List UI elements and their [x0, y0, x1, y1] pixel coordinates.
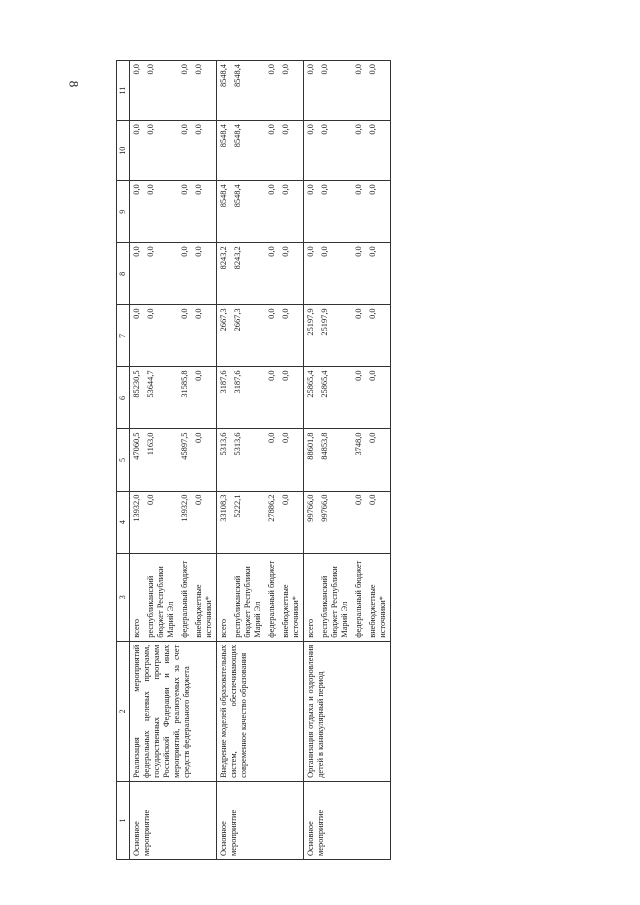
table-row: [304, 61, 319, 860]
value-cell: 99766,0: [318, 491, 352, 553]
value-cell: 0,0: [279, 243, 304, 305]
activity-type: Основное мероприятие: [217, 781, 304, 859]
value-cell: 25865,4: [304, 367, 319, 429]
funding-source: всего: [130, 553, 145, 641]
value-cell: 0,0: [366, 243, 391, 305]
value-cell: 0,0: [279, 181, 304, 243]
value-cell: 5222,1: [231, 491, 265, 553]
value-cell: 0,0: [178, 61, 192, 121]
funding-source: внебюджетные источники*: [279, 553, 304, 641]
funding-source: всего: [217, 553, 232, 641]
value-cell: 0,0: [352, 243, 366, 305]
value-cell: 0,0: [279, 367, 304, 429]
value-cell: 8548,4: [217, 181, 232, 243]
value-cell: 8548,4: [231, 61, 265, 121]
value-cell: 0,0: [265, 181, 279, 243]
value-cell: 33108,3: [217, 491, 232, 553]
value-cell: 0,0: [304, 61, 319, 121]
value-cell: 0,0: [366, 121, 391, 181]
activity-type: Основное мероприятие: [130, 781, 217, 859]
value-cell: 0,0: [178, 243, 192, 305]
value-cell: 2667,3: [231, 305, 265, 367]
funding-source: федеральный бюджет: [352, 553, 366, 641]
value-cell: 0,0: [130, 121, 145, 181]
value-cell: 3187,6: [217, 367, 232, 429]
funding-source: республиканский бюджет Республики Марий Эл: [318, 553, 352, 641]
value-cell: 8548,4: [217, 61, 232, 121]
header-cell-2: 2: [117, 641, 130, 781]
value-cell: 45897,5: [178, 429, 192, 491]
value-cell: 8548,4: [231, 181, 265, 243]
value-cell: 8243,2: [231, 243, 265, 305]
value-cell: 85230,5: [130, 367, 145, 429]
value-cell: 3748,0: [352, 429, 366, 491]
value-cell: 0,0: [130, 243, 145, 305]
value-cell: 0,0: [318, 243, 352, 305]
table-row: [130, 61, 145, 860]
value-cell: 8243,2: [217, 243, 232, 305]
header-cell-11: 11: [117, 61, 130, 121]
value-cell: 84853,8: [318, 429, 352, 491]
value-cell: 0,0: [178, 181, 192, 243]
value-cell: 0,0: [304, 181, 319, 243]
header-row: [117, 61, 130, 860]
funding-source: республиканский бюджет Республики Марий Эл: [231, 553, 265, 641]
value-cell: 0,0: [352, 305, 366, 367]
value-cell: 0,0: [144, 61, 178, 121]
value-cell: 0,0: [192, 181, 217, 243]
value-cell: 0,0: [130, 181, 145, 243]
funding-source: внебюджетные источники*: [192, 553, 217, 641]
activity-name: Внедрение моделей образовательных систем, обеспечивающих современное качество образования: [217, 641, 304, 781]
value-cell: 0,0: [318, 121, 352, 181]
value-cell: 0,0: [279, 491, 304, 553]
activity-name: Организация отдыха и оздоровления детей в каникулярный период: [304, 641, 391, 781]
value-cell: 0,0: [130, 61, 145, 121]
header-cell-1: 1: [117, 781, 130, 859]
value-cell: 0,0: [144, 181, 178, 243]
header-cell-6: 6: [117, 367, 130, 429]
value-cell: 0,0: [279, 429, 304, 491]
value-cell: 27886,2: [265, 491, 279, 553]
funding-source: всего: [304, 553, 319, 641]
header-cell-7: 7: [117, 305, 130, 367]
value-cell: 0,0: [279, 61, 304, 121]
value-cell: 0,0: [279, 121, 304, 181]
value-cell: 0,0: [265, 367, 279, 429]
value-cell: 53644,7: [144, 367, 178, 429]
value-cell: 0,0: [352, 61, 366, 121]
value-cell: 13932,0: [178, 491, 192, 553]
rotated-table-container: [116, 60, 529, 860]
value-cell: 0,0: [304, 243, 319, 305]
value-cell: 25865,4: [318, 367, 352, 429]
value-cell: 0,0: [192, 429, 217, 491]
activity-type: Основное мероприятие: [304, 781, 391, 859]
value-cell: 0,0: [144, 305, 178, 367]
value-cell: 0,0: [192, 491, 217, 553]
header-cell-3: 3: [117, 553, 130, 641]
table-body: [130, 61, 391, 860]
value-cell: 99766,0: [304, 491, 319, 553]
value-cell: 0,0: [192, 61, 217, 121]
value-cell: 0,0: [265, 305, 279, 367]
value-cell: 2667,3: [217, 305, 232, 367]
value-cell: 0,0: [279, 305, 304, 367]
value-cell: 0,0: [318, 181, 352, 243]
value-cell: 0,0: [304, 121, 319, 181]
value-cell: 13932,0: [130, 491, 145, 553]
value-cell: 5313,6: [217, 429, 232, 491]
value-cell: 0,0: [265, 243, 279, 305]
value-cell: 0,0: [352, 491, 366, 553]
value-cell: 25197,9: [304, 305, 319, 367]
value-cell: 0,0: [352, 121, 366, 181]
header-cell-10: 10: [117, 121, 130, 181]
funding-source: внебюджетные источники*: [366, 553, 391, 641]
value-cell: 0,0: [144, 491, 178, 553]
value-cell: 0,0: [144, 121, 178, 181]
value-cell: 8548,4: [217, 121, 232, 181]
value-cell: 88601,8: [304, 429, 319, 491]
value-cell: 1163,0: [144, 429, 178, 491]
value-cell: 0,0: [178, 305, 192, 367]
value-cell: 0,0: [265, 121, 279, 181]
funding-source: республиканский бюджет Республики Марий Эл: [144, 553, 178, 641]
value-cell: 25197,9: [318, 305, 352, 367]
value-cell: 0,0: [192, 367, 217, 429]
activity-name: Реализация мероприятий федеральных целевых программ, государственных программ Российской Федерации и иных мероприятий, реализуемых за счет средств федерального бюджета: [130, 641, 217, 781]
value-cell: 0,0: [366, 61, 391, 121]
value-cell: 0,0: [265, 429, 279, 491]
value-cell: 0,0: [192, 243, 217, 305]
header-cell-8: 8: [117, 243, 130, 305]
page-number: 8: [66, 80, 82, 88]
value-cell: 47060,5: [130, 429, 145, 491]
value-cell: 0,0: [366, 367, 391, 429]
value-cell: 0,0: [352, 367, 366, 429]
value-cell: 0,0: [366, 305, 391, 367]
table-row: [217, 61, 232, 860]
header-cell-4: 4: [117, 491, 130, 553]
budget-table: [116, 60, 391, 860]
value-cell: 0,0: [366, 491, 391, 553]
value-cell: 5313,6: [231, 429, 265, 491]
value-cell: 0,0: [144, 243, 178, 305]
header-cell-9: 9: [117, 181, 130, 243]
value-cell: 0,0: [352, 181, 366, 243]
header-cell-5: 5: [117, 429, 130, 491]
value-cell: 0,0: [265, 61, 279, 121]
funding-source: федеральный бюджет: [265, 553, 279, 641]
value-cell: 0,0: [366, 429, 391, 491]
value-cell: 0,0: [318, 61, 352, 121]
value-cell: 0,0: [178, 121, 192, 181]
value-cell: 31585,8: [178, 367, 192, 429]
value-cell: 0,0: [192, 121, 217, 181]
funding-source: федеральный бюджет: [178, 553, 192, 641]
value-cell: 3187,6: [231, 367, 265, 429]
value-cell: 0,0: [366, 181, 391, 243]
value-cell: 0,0: [192, 305, 217, 367]
value-cell: 8548,4: [231, 121, 265, 181]
value-cell: 0,0: [130, 305, 145, 367]
